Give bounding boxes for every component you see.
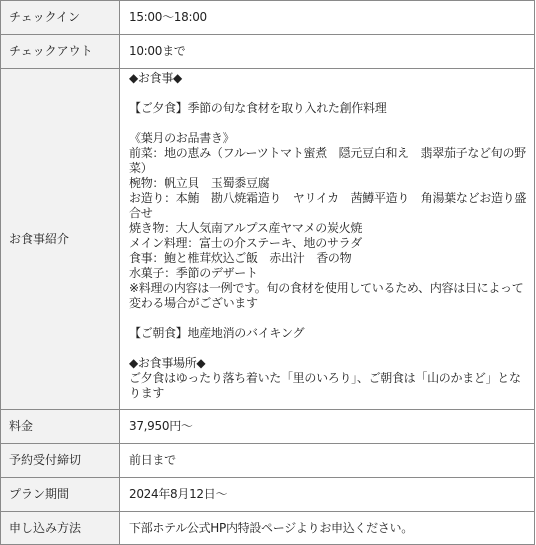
booking-deadline-value: 前日まで [120, 444, 535, 478]
application-method-label: 申し込み方法 [1, 512, 120, 545]
checkout-label: チェックアウト [1, 35, 120, 69]
plan-period-label: プラン期間 [1, 478, 120, 512]
blank-line [129, 116, 530, 131]
checkin-value: 15:00～18:00 [120, 1, 535, 35]
menu-sashimi: お造り：本鮪 勘八焼霜造り ヤリイカ 茜鱒平造り 角湯葉などお造り盛合せ [129, 191, 527, 220]
menu-soup: 椀物：帆立貝 玉蜀黍豆腐 [129, 176, 270, 190]
plan-period-value: 2024年8月12日～ [120, 478, 535, 512]
menu-rice: 食事：鮑と椎茸炊込ご飯 赤出汁 香の物 [129, 251, 352, 265]
blank-line [129, 86, 530, 101]
menu-title: 《葉月のお品書き》 [129, 131, 235, 145]
menu-appetizer: 前菜：地の恵み（フルーツトマト蜜煮 隠元豆白和え 翡翠茄子など旬の野菜） [129, 146, 526, 175]
meal-intro-label: お食事紹介 [1, 69, 120, 410]
price-value: 37,950円～ [120, 410, 535, 444]
menu-dessert: 水菓子：季節のデザート [129, 266, 258, 280]
row-application-method [1, 512, 535, 545]
meal-intro-content [120, 69, 535, 410]
menu-main: メイン料理：富士の介ステーキ、地のサラダ [129, 236, 362, 250]
blank-line [129, 341, 530, 356]
dining-place-text: ご夕食はゆったり落ち着いた「里のいろり」、ご朝食は「山のかまど」となります [129, 371, 521, 400]
row-checkout [1, 35, 535, 69]
meal-section-heading: ◆お食事◆ [129, 71, 182, 85]
breakfast-heading: 【ご朝食】地産地消のバイキング [129, 326, 305, 340]
row-price [1, 410, 535, 444]
dining-place-heading: ◆お食事場所◆ [129, 356, 206, 370]
menu-note: ※料理の内容は一例です。旬の食材を使用しているため、内容は日によって変わる場合がございます [129, 281, 524, 310]
blank-line [129, 311, 530, 326]
checkin-label: チェックイン [1, 1, 120, 35]
row-booking-deadline [1, 444, 535, 478]
row-checkin [1, 1, 535, 35]
row-plan-period [1, 478, 535, 512]
row-meal-intro [1, 69, 535, 410]
dinner-heading: 【ご夕食】季節の旬な食材を取り入れた創作料理 [129, 101, 387, 115]
booking-deadline-label: 予約受付締切 [1, 444, 120, 478]
price-label: 料金 [1, 410, 120, 444]
checkout-value: 10:00まで [120, 35, 535, 69]
application-method-value: 下部ホテル公式HP内特設ページよりお申込ください。 [120, 512, 535, 545]
menu-grilled: 焼き物：大人気南アルプス産ヤマメの炭火焼 [129, 221, 363, 235]
